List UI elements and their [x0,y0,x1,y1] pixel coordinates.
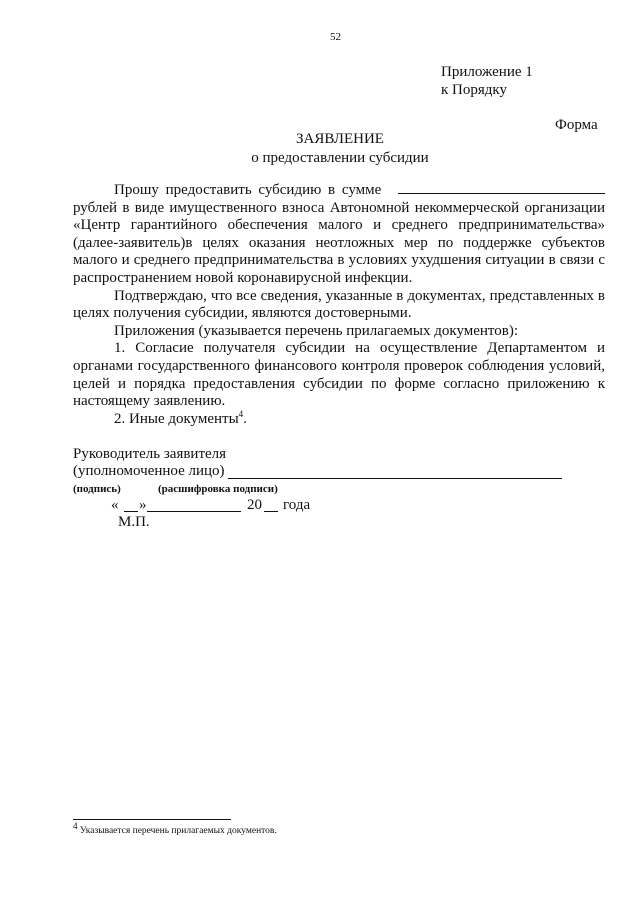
attachments-intro: Приложения (указывается перечень прилагаемых документов): [114,322,519,339]
attachment-item-2: 2. Иные документы$^4$. [114,408,247,427]
signatory-authorized: (уполномоченное лицо) [73,463,225,479]
request-text: рублей в виде имущественного взноса Автономной некоммерческой организации «Центр гарантийного обеспечения малого и среднего предпринимательства» (далее-заявитель)в целях оказания неотложных мер по поддержке субъектов малого и среднего предпринимательства в условиях ухудшения ситуации в связи с распространением новой коронавирусной инфекции. [73,199,605,286]
year-blank [264,511,278,512]
footnote-marker: 4 [238,408,244,419]
decode-caption: (расшифровка подписи) [158,483,278,495]
form-label: Форма [555,117,598,133]
title-main: ЗАЯВЛЕНИЕ [296,131,384,147]
footnote-divider [73,819,231,820]
document-title [0,130,640,168]
request-lead: Прошу предоставить субсидию в сумме [114,182,382,198]
signature-line [228,478,562,479]
attachment-item-2-text: 2. Иные документы [114,410,239,427]
year-suffix: года [283,497,311,513]
appendix-line-1: Приложение 1 [441,64,533,80]
page-number: 52 [330,31,341,43]
signatory-head: Руководитель заявителя [73,446,227,462]
request-paragraph [73,181,605,288]
title-sub: о предоставлении субсидии [251,150,429,166]
footnote-text: Указывается перечень прилагаемых документов. [79,826,277,837]
attachment-item-1: 1. Согласие получателя субсидии на осуществление Департаментом и органами государственного финансового контроля проверок соблюдения условий, целей и порядка предоставления субсидии по форме согласно приложению к настоящему заявлению. [73,340,605,410]
date-open-quote: « [111,497,119,513]
footnote-number: 4 [73,821,78,831]
appendix-line-2: к Порядку [441,82,507,98]
month-blank [147,511,241,512]
day-blank [124,511,138,512]
document-body [73,181,605,428]
footnote [73,821,277,837]
appendix-reference [441,63,533,99]
date-close-quote: » [139,497,147,513]
confirm-paragraph: Подтверждаю, что все сведения, указанные в документах, представленных в целях получения субсидии, являются достоверными. [73,287,605,322]
amount-blank [398,181,605,194]
signature-caption: (подпись) [73,483,121,495]
seal-label: М.П. [118,514,150,530]
year-prefix: 20 [247,497,262,513]
